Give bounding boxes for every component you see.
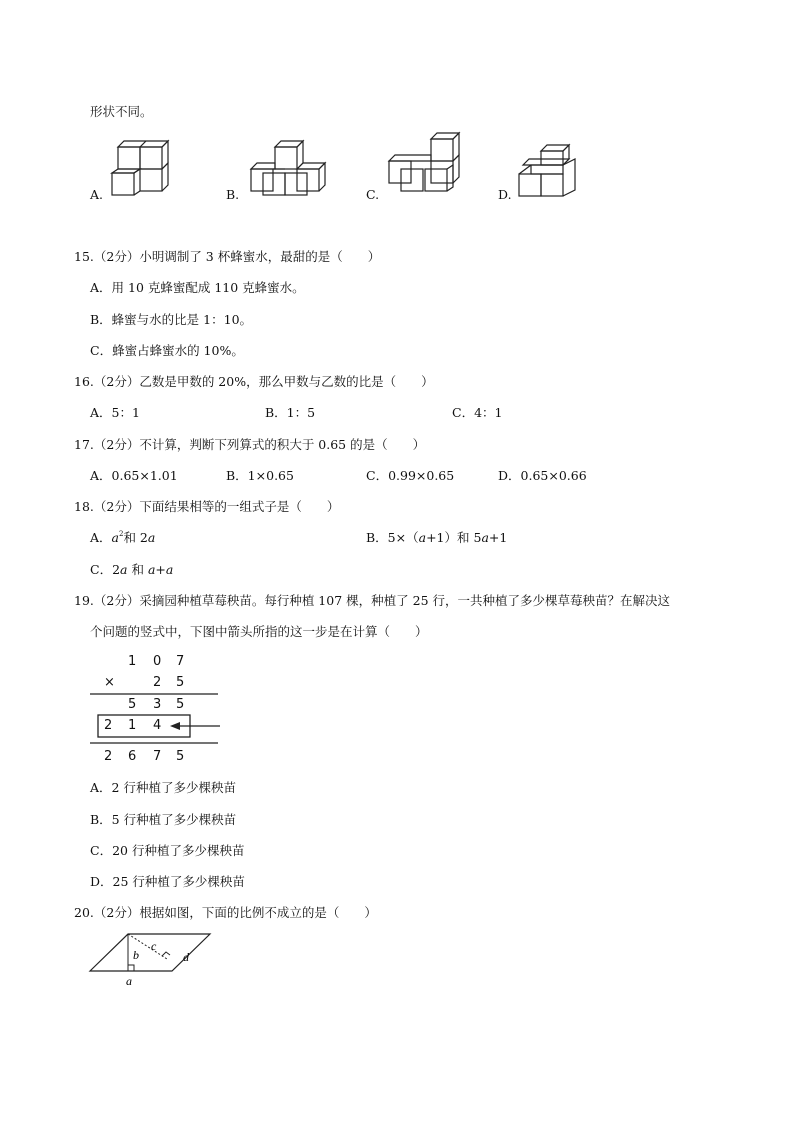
q14-option-d-label: D. [498, 187, 512, 202]
q16-option-c: C．4：1 [452, 405, 503, 420]
label-d: d [183, 950, 189, 964]
q15-option-b: B．蜂蜜与水的比是 1：10。 [90, 312, 253, 327]
q15-stem: 15.（2分）小明调制了 3 杯蜂蜜水，最甜的是（ ） [74, 249, 381, 264]
q20-stem: 20.（2分）根据如图，下面的比例不成立的是（ ） [74, 905, 377, 920]
digit: 1 [128, 718, 137, 733]
digit: 1 [128, 654, 137, 669]
q16-option-a: A．5：1 [90, 405, 140, 420]
q20-parallelogram-figure [88, 926, 218, 990]
q14-figure-b [245, 138, 335, 198]
digit: 2 [104, 749, 113, 764]
label-a: a [126, 974, 132, 988]
q19-multiplication-lines [90, 654, 230, 769]
digit: 5 [176, 675, 185, 690]
q17-option-d: D．0.65×0.66 [498, 468, 587, 483]
digit: 5 [176, 697, 185, 712]
q19-option-c: C．20 行种植了多少棵秧苗 [90, 843, 245, 858]
digit: 0 [153, 654, 162, 669]
digit: 5 [176, 749, 185, 764]
digit: 6 [128, 749, 137, 764]
digit: 3 [153, 697, 162, 712]
q14-tail-text: 形状不同。 [90, 104, 153, 119]
q19-option-d: D．25 行种植了多少棵秧苗 [90, 874, 245, 889]
digit: 5 [128, 697, 137, 712]
q19-option-a: A．2 行种植了多少棵秧苗 [90, 780, 236, 795]
q18-option-b: B．5×（a+1）和 5a+1 [366, 530, 508, 545]
q18-stem: 18.（2分）下面结果相等的一组式子是（ ） [74, 499, 340, 514]
q17-option-c: C．0.99×0.65 [366, 468, 455, 483]
q16-option-b: B．1：5 [265, 405, 316, 420]
label-b: b [133, 948, 139, 962]
digit: 4 [153, 718, 162, 733]
q18-option-c: C．2a 和 a+a [90, 562, 174, 577]
q14-figure-a [110, 138, 180, 198]
q14-figure-d [517, 142, 587, 200]
q17-stem: 17.（2分）不计算，判断下列算式的积大于 0.65 的是（ ） [74, 437, 426, 452]
q14-option-a-label: A. [90, 187, 104, 202]
q14-option-b-label: B. [226, 187, 240, 202]
digit: 7 [153, 749, 162, 764]
digit: 7 [176, 654, 185, 669]
q19-stem-line1: 19.（2分）采摘园种植草莓秧苗。每行种植 107 棵，种植了 25 行，一共种植了多少棵草莓秧苗？在解决这 [74, 593, 670, 608]
q14-figure-c [385, 130, 475, 200]
q17-option-a: A．0.65×1.01 [90, 468, 178, 483]
q15-option-a: A．用 10 克蜂蜜配成 110 克蜂蜜水。 [90, 280, 305, 295]
q14-option-c-label: C. [366, 187, 380, 202]
arrow-icon [170, 722, 220, 730]
times-sign: × [104, 675, 115, 690]
q15-option-c: C．蜂蜜占蜂蜜水的 10%。 [90, 343, 244, 358]
digit: 2 [153, 675, 162, 690]
q18-option-a: A．$a^2$和 2a [90, 530, 156, 545]
q19-option-b: B．5 行种植了多少棵秧苗 [90, 812, 237, 827]
q17-option-b: B．1×0.65 [226, 468, 294, 483]
label-c: c [151, 939, 157, 953]
digit: 2 [104, 718, 113, 733]
q16-stem: 16.（2分）乙数是甲数的 20%，那么甲数与乙数的比是（ ） [74, 374, 434, 389]
q19-stem-line2: 个问题的竖式中，下图中箭头所指的这一步是在计算（ ） [90, 624, 428, 639]
